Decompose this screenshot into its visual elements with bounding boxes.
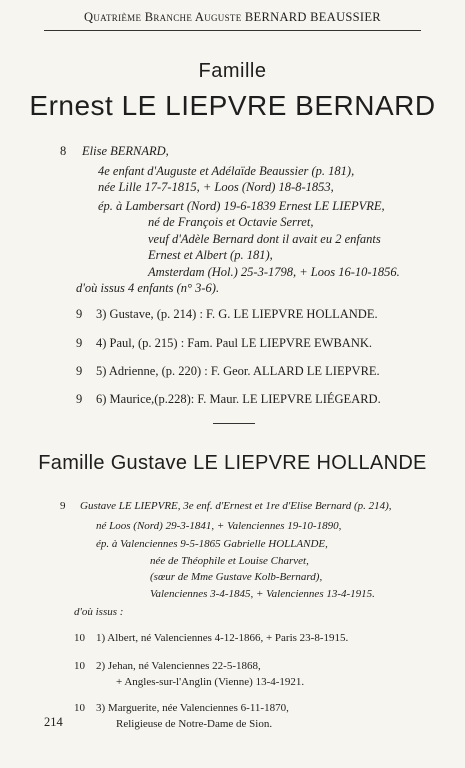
entry-line: né Loos (Nord) 29-3-1841, + Valenciennes 19-10-1890,: [96, 520, 342, 532]
child-entry-continued: Religieuse de Notre-Dame de Sion.: [116, 718, 273, 730]
section-separator: [213, 423, 255, 424]
generation-number: 9: [60, 500, 66, 512]
child-entry: 6) Maurice,(p.228): F. Maur. LE LIEPVRE LIÉGEARD.: [96, 392, 381, 406]
generation-number: 9: [76, 364, 83, 378]
child-entry: 2) Jehan, né Valenciennes 22-5-1868,: [96, 660, 261, 672]
child-entry: 5) Adrienne, (p. 220) : F. Geor. ALLARD LE LIEPVRE.: [96, 364, 380, 378]
entry-line: Gustave LE LIEPVRE, 3e enf. d'Ernest et 1re d'Elise Bernard (p. 214),: [80, 500, 392, 512]
family-name: Ernest LE LIEPVRE BERNARD: [29, 90, 436, 121]
entry-line: Valenciennes 3-4-1845, + Valenciennes 13-4-1915.: [150, 588, 375, 600]
entry-line: (sœur de Mme Gustave Kolb-Bernard),: [150, 571, 323, 583]
entry-line: d'où issus :: [74, 606, 124, 618]
entry-line: née Lille 17-7-1815, + Loos (Nord) 18-8-1853,: [98, 180, 334, 194]
child-entry: 3) Gustave, (p. 214) : F. G. LE LIEPVRE HOLLANDE.: [96, 307, 378, 321]
entry-line: né de François et Octavie Serret,: [148, 215, 314, 229]
entry-line: Elise BERNARD,: [82, 144, 169, 158]
entry-line: Ernest et Albert (p. 181),: [148, 248, 273, 262]
entry-line: veuf d'Adèle Bernard dont il avait eu 2 enfants: [148, 232, 381, 246]
child-entry: 4) Paul, (p. 215) : Fam. Paul LE LIEPVRE EWBANK.: [96, 336, 373, 350]
entry-line: 4e enfant d'Auguste et Adélaïde Beaussier (p. 181),: [98, 164, 355, 178]
entry-line: ép. à Valenciennes 9-5-1865 Gabrielle HOLLANDE,: [96, 538, 328, 550]
child-entry: 3) Marguerite, née Valenciennes 6-11-1870,: [96, 702, 289, 714]
entry-line: ép. à Lambersart (Nord) 19-6-1839 Ernest LE LIEPVRE,: [98, 199, 385, 213]
generation-number: 10: [74, 660, 85, 672]
generation-number: 9: [76, 336, 83, 350]
child-entry-continued: + Angles-sur-l'Anglin (Vienne) 13-4-1921.: [116, 676, 305, 688]
generation-number: 10: [74, 702, 85, 714]
entry-line: née de Théophile et Louise Charvet,: [150, 555, 309, 567]
family-label: Famille: [198, 60, 267, 82]
generation-number: 10: [74, 632, 85, 644]
header-rule: [44, 30, 421, 31]
generation-number: 9: [76, 307, 83, 321]
entry-line: d'où issus 4 enfants (n° 3-6).: [76, 281, 220, 295]
page-number: 214: [44, 715, 63, 729]
running-head: Quatrième Branche Auguste BERNARD BEAUSSIER: [84, 10, 381, 24]
generation-number: 8: [60, 144, 67, 158]
entry-line: Amsterdam (Hol.) 25-3-1798, + Loos 16-10-1856.: [148, 265, 400, 279]
section-title: Famille Gustave LE LIEPVRE HOLLANDE: [38, 452, 427, 474]
child-entry: 1) Albert, né Valenciennes 4-12-1866, + Paris 23-8-1915.: [96, 632, 349, 644]
generation-number: 9: [76, 392, 83, 406]
